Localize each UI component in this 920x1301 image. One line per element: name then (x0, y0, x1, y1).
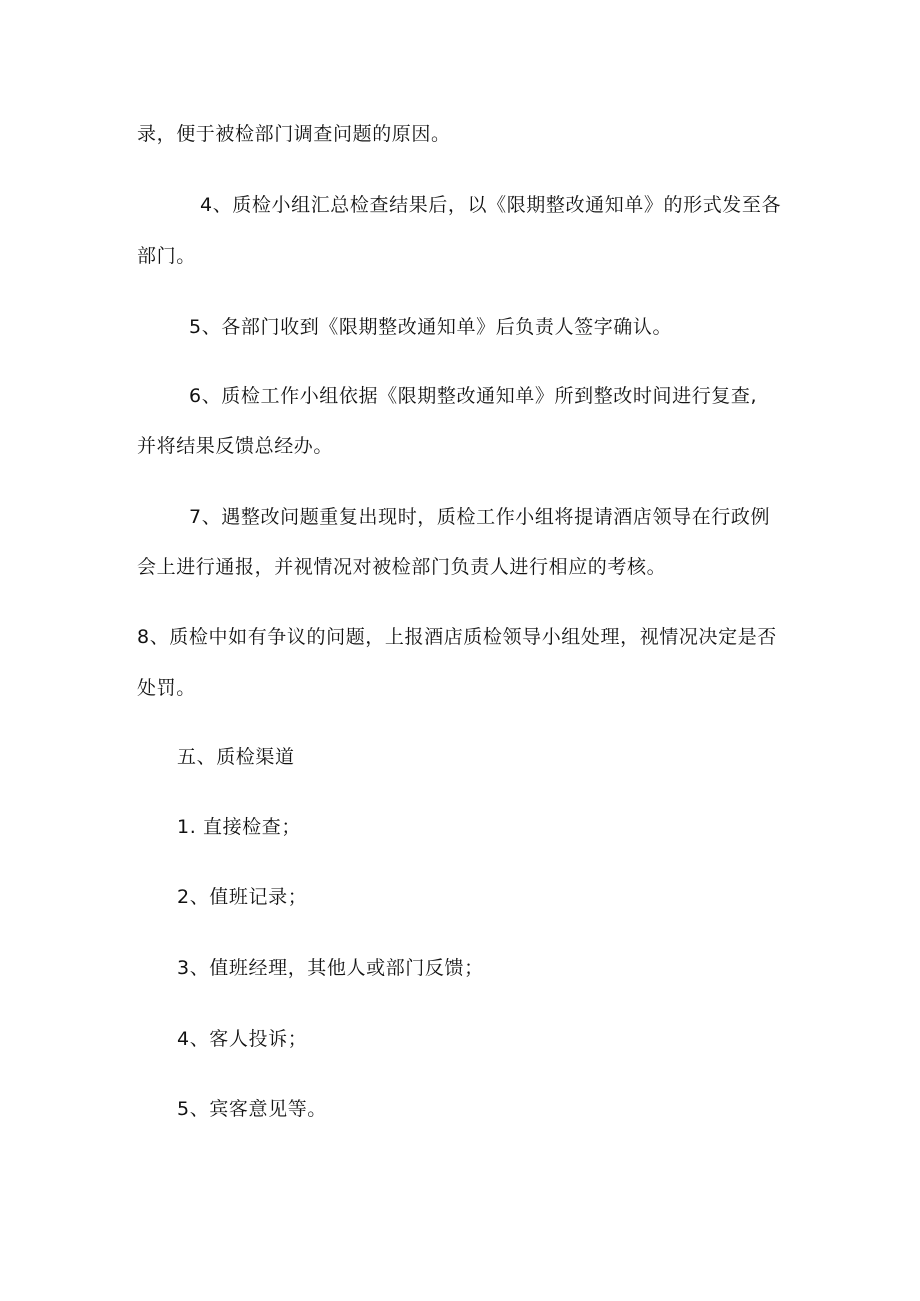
text-line-4: 5、各部门收到《限期整改通知单》后负责人签字确认。 (189, 316, 673, 338)
text-line-6: 并将结果反馈总经办。 (137, 435, 334, 457)
text-line-7: 7、遇整改问题重复出现时，质检工作小组将提请酒店领导在行政例 (189, 506, 771, 528)
text-line-1: 录，便于被检部门调查问题的原因。 (137, 123, 451, 145)
list-item-2: 2、值班记录； (177, 886, 308, 908)
text-line-5: 6、质检工作小组依据《限期整改通知单》所到整改时间进行复查, (189, 385, 758, 407)
text-line-10: 处罚。 (137, 677, 196, 699)
text-line-9: 8、质检中如有争议的问题，上报酒店质检领导小组处理，视情况决定是否 (137, 626, 777, 648)
text-line-3: 部门。 (137, 245, 196, 267)
section-heading: 五、质检渠道 (177, 746, 295, 768)
text-line-2: 4、质检小组汇总检查结果后，以《限期整改通知单》的形式发至各 (200, 194, 782, 216)
list-item-4: 4、客人投诉； (177, 1028, 308, 1050)
list-item-5: 5、宾客意见等。 (177, 1098, 327, 1120)
list-item-1: 1. 直接检查； (177, 816, 301, 838)
text-line-8: 会上进行通报，并视情况对被检部门负责人进行相应的考核。 (137, 556, 667, 578)
list-item-3: 3、值班经理，其他人或部门反馈； (177, 957, 484, 979)
